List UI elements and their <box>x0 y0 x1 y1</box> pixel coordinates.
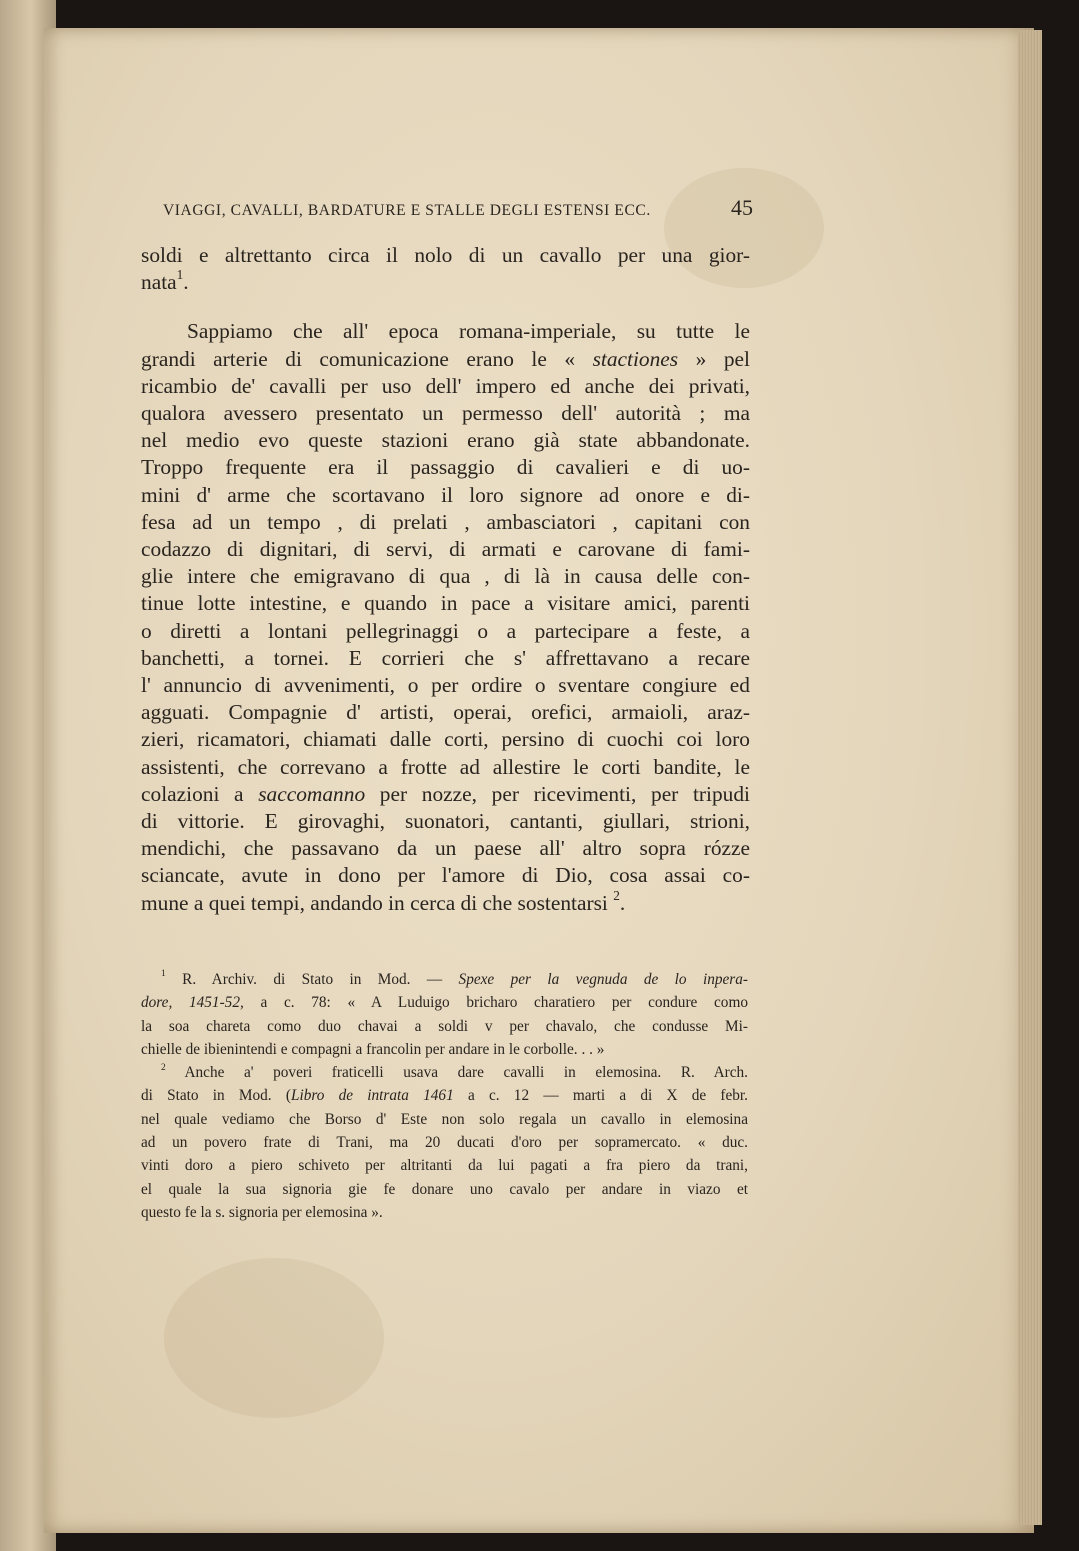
footnote-line <box>141 968 748 991</box>
text-span: colazioni a <box>141 781 259 806</box>
text-span: » pel <box>678 346 750 371</box>
text-line <box>141 781 750 808</box>
footnote-ref: 1 <box>176 267 184 283</box>
running-head <box>163 195 753 225</box>
footnote-line: vinti doro a piero schiveto per altritanti da lui pagati a fra piero da trani, <box>141 1157 748 1175</box>
text-line: Sappiamo che all' epoca romana-imperiale, su tutte le <box>187 319 750 344</box>
text-line: zieri, ricamatori, chiamati dalle corti, persino di cuochi coi loro <box>141 727 750 752</box>
footnote-number: 2 <box>161 1062 166 1073</box>
running-head-title: VIAGGI, CAVALLI, BARDATURE E STALLE DEGLI ESTENSI ECC. <box>163 202 651 219</box>
footnote-line: ad un povero frate di Trani, ma 20 ducati d'oro per sopramercato. « duc. <box>141 1134 748 1152</box>
page-stack-edge <box>1018 30 1042 1525</box>
text-span: per nozze, per ricevimenti, per tripudi <box>365 781 750 806</box>
text-span: a c. 78: « A Luduigo bricharo charatiero per condure como <box>243 994 748 1012</box>
text-line <box>141 269 750 296</box>
italic-title: Libro de intrata 1461 <box>290 1087 454 1105</box>
text-line: fesa ad un tempo , di prelati , ambasciatori , capitani con <box>141 509 750 534</box>
text-span: a c. 12 — marti a di X de febr. <box>453 1087 748 1105</box>
italic-title: Spexe per la vegnuda de lo inpera- <box>458 971 748 988</box>
italic-term: stactiones <box>592 346 679 371</box>
text-line: o diretti a lontani pellegrinaggi o a partecipare a feste, a <box>141 618 750 643</box>
text-line: qualora avessero presentato un permesso dell' autorità ; ma <box>141 401 750 426</box>
footnotes <box>141 968 748 1224</box>
text-line <box>141 346 750 373</box>
footnote-line: el quale la sua signoria gie fe donare uno cavalo per andare in viazo et <box>141 1180 748 1198</box>
text-line: l' annuncio di avvenimenti, o per ordire o sventare congiure ed <box>141 673 750 698</box>
italic-title: dore, 1451-52, <box>141 994 244 1012</box>
text-span: grandi arterie di comunicazione erano le « <box>141 346 593 371</box>
text-line: Troppo frequente era il passaggio di cavalieri e di uo- <box>141 455 750 480</box>
footnote-line: nel quale vediamo che Borso d' Este non solo regala un cavallo in elemosina <box>141 1110 748 1128</box>
text-span: di Stato in Mod. ( <box>141 1087 291 1105</box>
text-line: ricambio de' cavalli per uso dell' impero ed anche dei privati, <box>141 373 750 398</box>
text-line: agguati. Compagnie d' artisti, operai, orefici, armaioli, araz- <box>141 700 750 725</box>
footnote-line: questo fe la s. signoria per elemosina ». <box>141 1203 383 1221</box>
text-span: . <box>619 890 626 915</box>
text-line: nel medio evo queste stazioni erano già state abbandonate. <box>141 428 750 453</box>
italic-term: saccomanno <box>258 781 366 806</box>
text-line <box>141 887 750 917</box>
text-line: mini d' arme che scortavano il loro signore ad onore e di- <box>141 482 750 507</box>
text-span: nata <box>141 270 177 295</box>
text-line: mendichi, che passavano da un paese all' altro sopra rózze <box>141 836 750 861</box>
text-line: glie intere che emigravano di qua , di là in causa delle con- <box>141 564 750 589</box>
text-span: mune a quei tempi, andando in cerca di che sostentarsi <box>141 890 608 915</box>
text-line: tinue lotte intestine, e quando in pace a visitare amici, parenti <box>141 591 750 616</box>
footnote-ref: 2 <box>613 887 620 903</box>
text-span: Anche a' poveri fraticelli usava dare cavalli in elemosina. R. Arch. <box>165 1064 748 1082</box>
footnote-line <box>141 1084 748 1107</box>
footnote-number: 1 <box>161 969 166 980</box>
footnote-line <box>141 991 748 1014</box>
main-text <box>141 242 750 917</box>
footnote-line: la soa chareta como duo chavai a soldi v per chavalo, che condusse Mi- <box>141 1017 748 1035</box>
page-number: 45 <box>731 195 753 220</box>
text-span: . <box>183 270 189 295</box>
text-line: soldi e altrettanto circa il nolo di un cavallo per una gior- <box>141 243 750 267</box>
text-line: sciancate, avute in dono per l'amore di Dio, cosa assai co- <box>141 863 750 888</box>
text-line: codazzo di dignitari, di servi, di armati e carovane di fami- <box>141 537 750 562</box>
footnote-line <box>141 1061 748 1084</box>
text-line: banchetti, a tornei. E corrieri che s' affrettavano a recare <box>141 645 750 670</box>
paper-stain <box>164 1258 384 1418</box>
text-line: assistenti, che correvano a frotte ad allestire le corti bandite, le <box>141 754 750 779</box>
footnote-line: chielle de ibienintendi e compagni a francolin per andare in le corbolle. . . » <box>141 1040 605 1058</box>
text-line: di vittorie. E girovaghi, suonatori, cantanti, giullari, strioni, <box>141 809 750 834</box>
text-span: R. Archiv. di Stato in Mod. — <box>165 971 459 988</box>
